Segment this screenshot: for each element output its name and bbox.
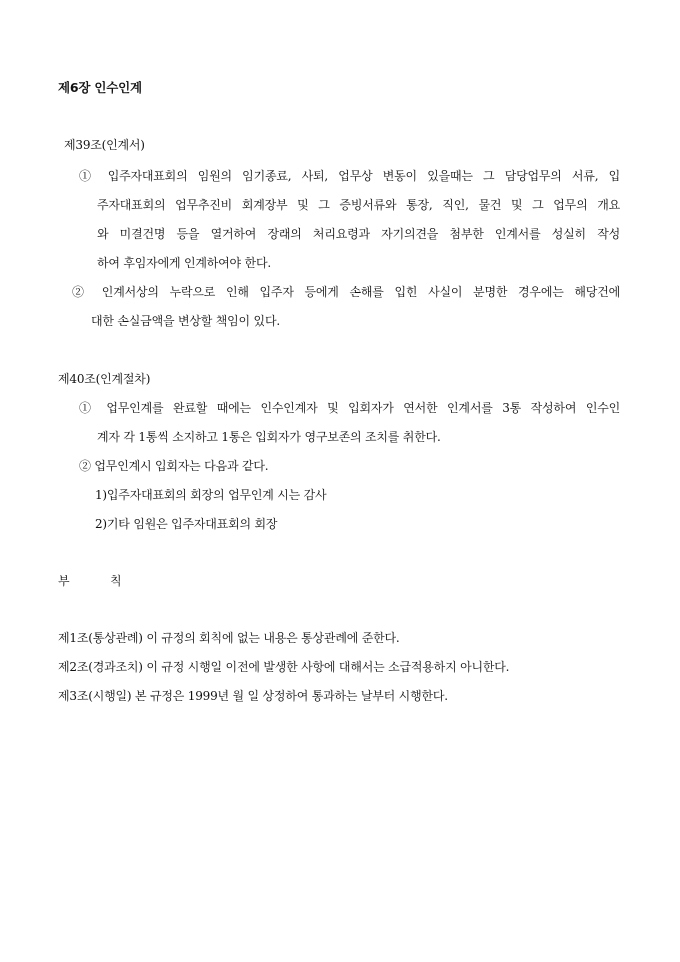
- article-40-item-1-line-1: ① 업무인계를 완료할 때에는 인수인계자 및 입회자가 연서한 인계서를 3통 작성하여 인수인: [79, 401, 620, 415]
- article-40-heading: 제40조(인계절차): [58, 372, 151, 386]
- supplementary-heading-left: 부: [58, 574, 70, 588]
- article-40-subitem-1: 1)입주자대표회의 회장의 업무인계 시는 감사: [95, 488, 327, 502]
- article-39-item-1-line-3: 와 미결건명 등을 열거하여 장래의 처리요령과 자기의견을 첨부한 인계서를 성실히 작성: [97, 227, 620, 241]
- article-40-item-2-line: ② 업무인계시 입회자는 다음과 같다.: [79, 459, 269, 473]
- supplementary-heading-right: 칙: [110, 574, 122, 588]
- supplementary-article-1: 제1조(통상관례) 이 규정의 회칙에 없는 내용은 통상관례에 준한다.: [58, 631, 400, 645]
- chapter-title: 제6장 인수인계: [58, 80, 142, 95]
- article-39-heading: 제39조(인계서): [64, 138, 145, 152]
- article-40-item-1-line-2: 계자 각 1통씩 소지하고 1통은 입회자가 영구보존의 조치를 취한다.: [97, 430, 441, 444]
- article-39-item-2-line-2: 대한 손실금액을 변상할 책임이 있다.: [91, 314, 280, 328]
- article-39-item-1-line-4: 하여 후임자에게 인계하여야 한다.: [97, 256, 271, 270]
- article-39-item-2-line-1: ② 인계서상의 누락으로 인해 입주자 등에게 손해를 입힌 사실이 분명한 경우에는 해당건에: [72, 285, 620, 299]
- article-39-item-1-line-2: 주자대표회의 업무추진비 회계장부 및 그 증빙서류와 통장, 직인, 물건 및 그 업무의 개요: [97, 198, 620, 212]
- supplementary-article-3: 제3조(시행일) 본 규정은 1999년 월 일 상정하여 통과하는 날부터 시행한다.: [58, 689, 448, 703]
- supplementary-article-2: 제2조(경과조치) 이 규정 시행일 이전에 발생한 사항에 대해서는 소급적용하지 아니한다.: [58, 660, 510, 674]
- article-40-subitem-2: 2)기타 임원은 입주자대표회의 회장: [95, 517, 278, 531]
- article-39-item-1-line-1: ① 입주자대표회의 임원의 임기종료, 사퇴, 업무상 변동이 있을때는 그 담당업무의 서류, 입: [79, 169, 620, 183]
